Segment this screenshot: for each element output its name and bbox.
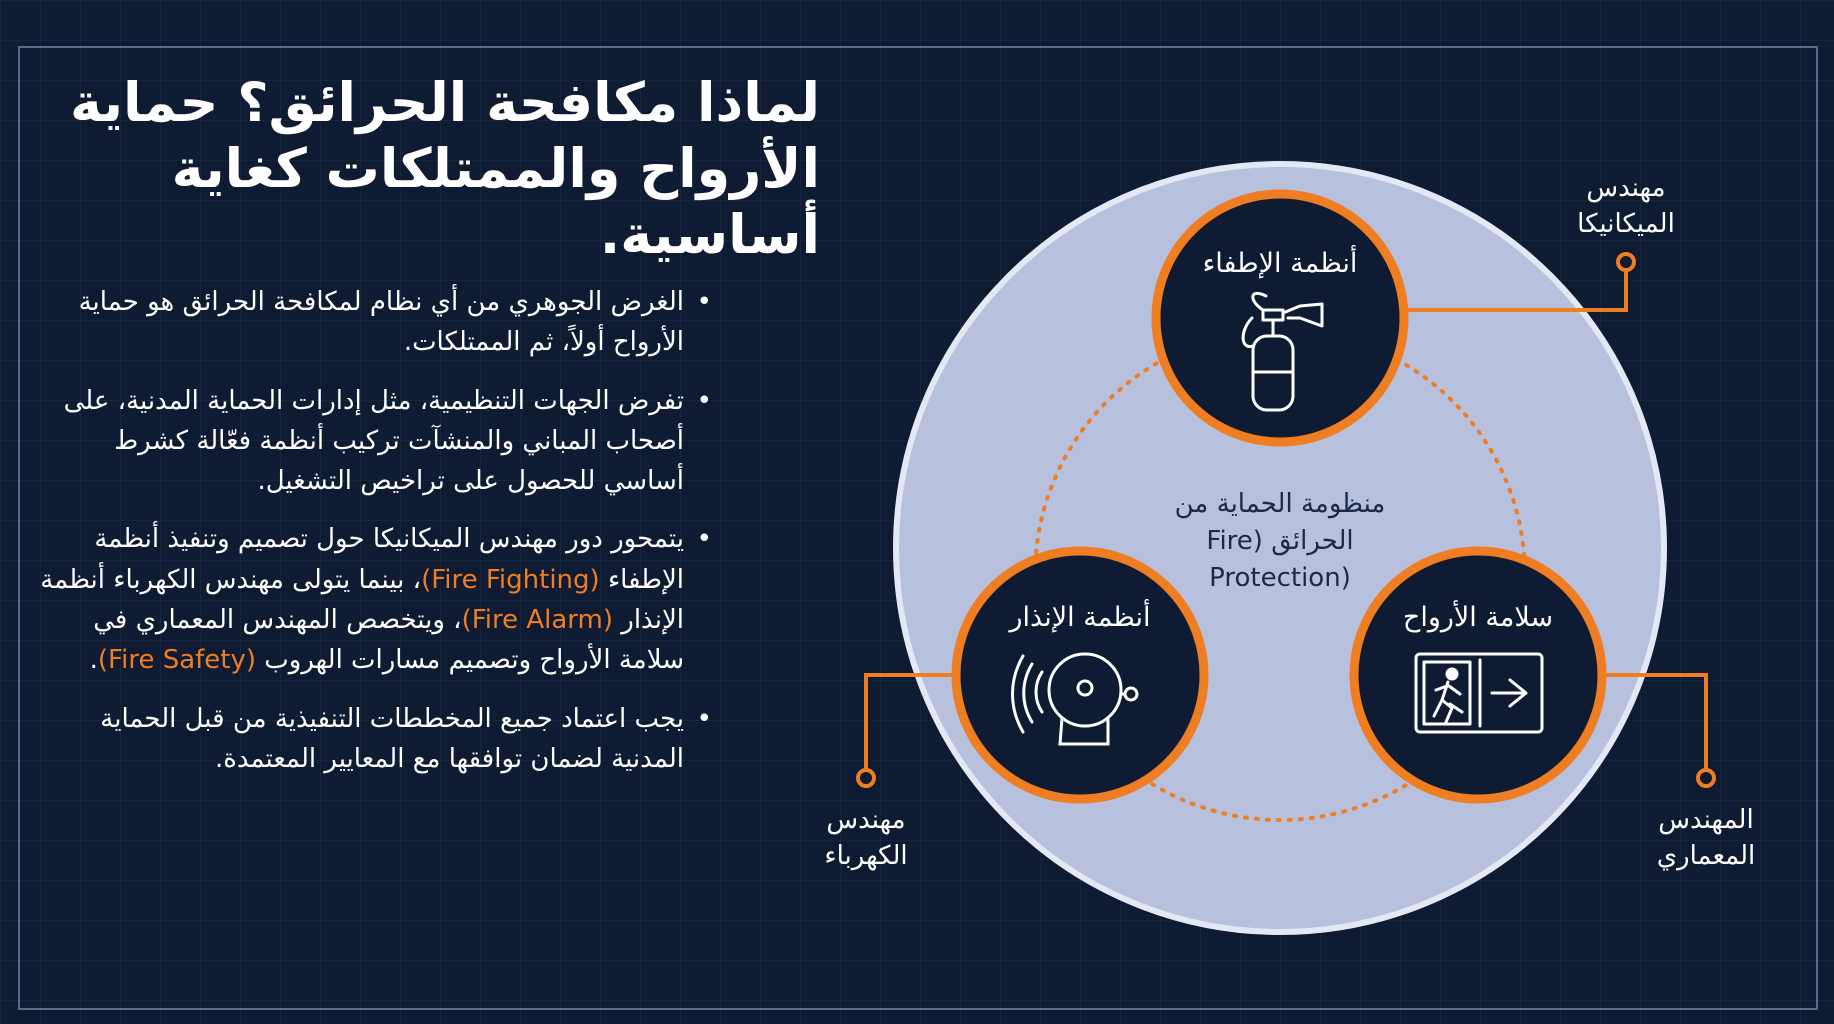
arch-engineer-line-1: المهندس xyxy=(1658,805,1754,835)
center-label-line-2: الحرائق (Fire xyxy=(1206,526,1354,556)
highlight-fire-alarm: (Fire Alarm) xyxy=(461,605,614,636)
highlight-fire-fighting: (Fire Fighting) xyxy=(421,564,600,595)
bullet-text: . xyxy=(89,645,98,676)
node-extinguishing-circle xyxy=(1156,194,1404,442)
title-line-1: لماذا مكافحة الحرائق؟ حماية xyxy=(69,71,820,134)
node-alarm-circle xyxy=(956,551,1204,799)
bullet-item: • يجب اعتماد جميع المخططات التنفيذية من قبل الحماية المدنية لضمان توافقها مع المعايير المعتمدة. xyxy=(36,699,716,780)
node-extinguishing-label: أنظمة الإطفاء xyxy=(1202,248,1358,279)
mech-engineer-line-1: مهندس xyxy=(1586,173,1666,203)
bullet-item: • تفرض الجهات التنظيمية، مثل إدارات الحماية المدنية، على أصحاب المباني والمنشآت تركيب أنظمة فعّالة كشرط أساسي للحصول على تراخيص التشغيل. xyxy=(36,381,716,502)
center-label-line-1: منظومة الحماية من xyxy=(1174,489,1386,519)
arch-engineer-line-2: المعماري xyxy=(1656,841,1756,871)
node-extinguishing xyxy=(1156,194,1404,442)
bullet-text: ، بينما يتولى مهندس الكهرباء أنظمة الإنذار xyxy=(40,564,684,636)
title-line-2: الأرواح والممتلكات كغاية أساسية. xyxy=(171,136,820,266)
node-alarm-label: أنظمة الإنذار xyxy=(1009,602,1151,633)
elec-engineer-line-1: مهندس xyxy=(826,805,906,835)
elec-engineer-line-2: الكهرباء xyxy=(824,841,908,871)
node-alarm xyxy=(956,551,1204,799)
elec-connector-dot xyxy=(858,770,874,786)
bullet-text: يتمحور دور مهندس الميكانيكا حول تصميم وتنفيذ أنظمة الإطفاء xyxy=(94,524,684,595)
bullet-item: • الغرض الجوهري من أي نظام لمكافحة الحرائق هو حماية الأرواح أولاً، ثم الممتلكات. xyxy=(36,282,716,363)
mech-connector-dot xyxy=(1618,254,1634,270)
node-life-safety-label: سلامة الأرواح xyxy=(1402,602,1554,633)
arch-connector-dot xyxy=(1698,770,1714,786)
node-life-safety xyxy=(1354,551,1602,799)
center-label-line-3: Protection) xyxy=(1209,563,1351,593)
node-life-safety-circle xyxy=(1354,551,1602,799)
mech-engineer-line-2: الميكانيكا xyxy=(1577,209,1675,239)
bullet-text: ، ويتخصص المهندس المعماري في سلامة الأرواح وتصميم مسارات الهروب xyxy=(93,605,684,676)
highlight-fire-safety: (Fire Safety) xyxy=(97,645,257,676)
